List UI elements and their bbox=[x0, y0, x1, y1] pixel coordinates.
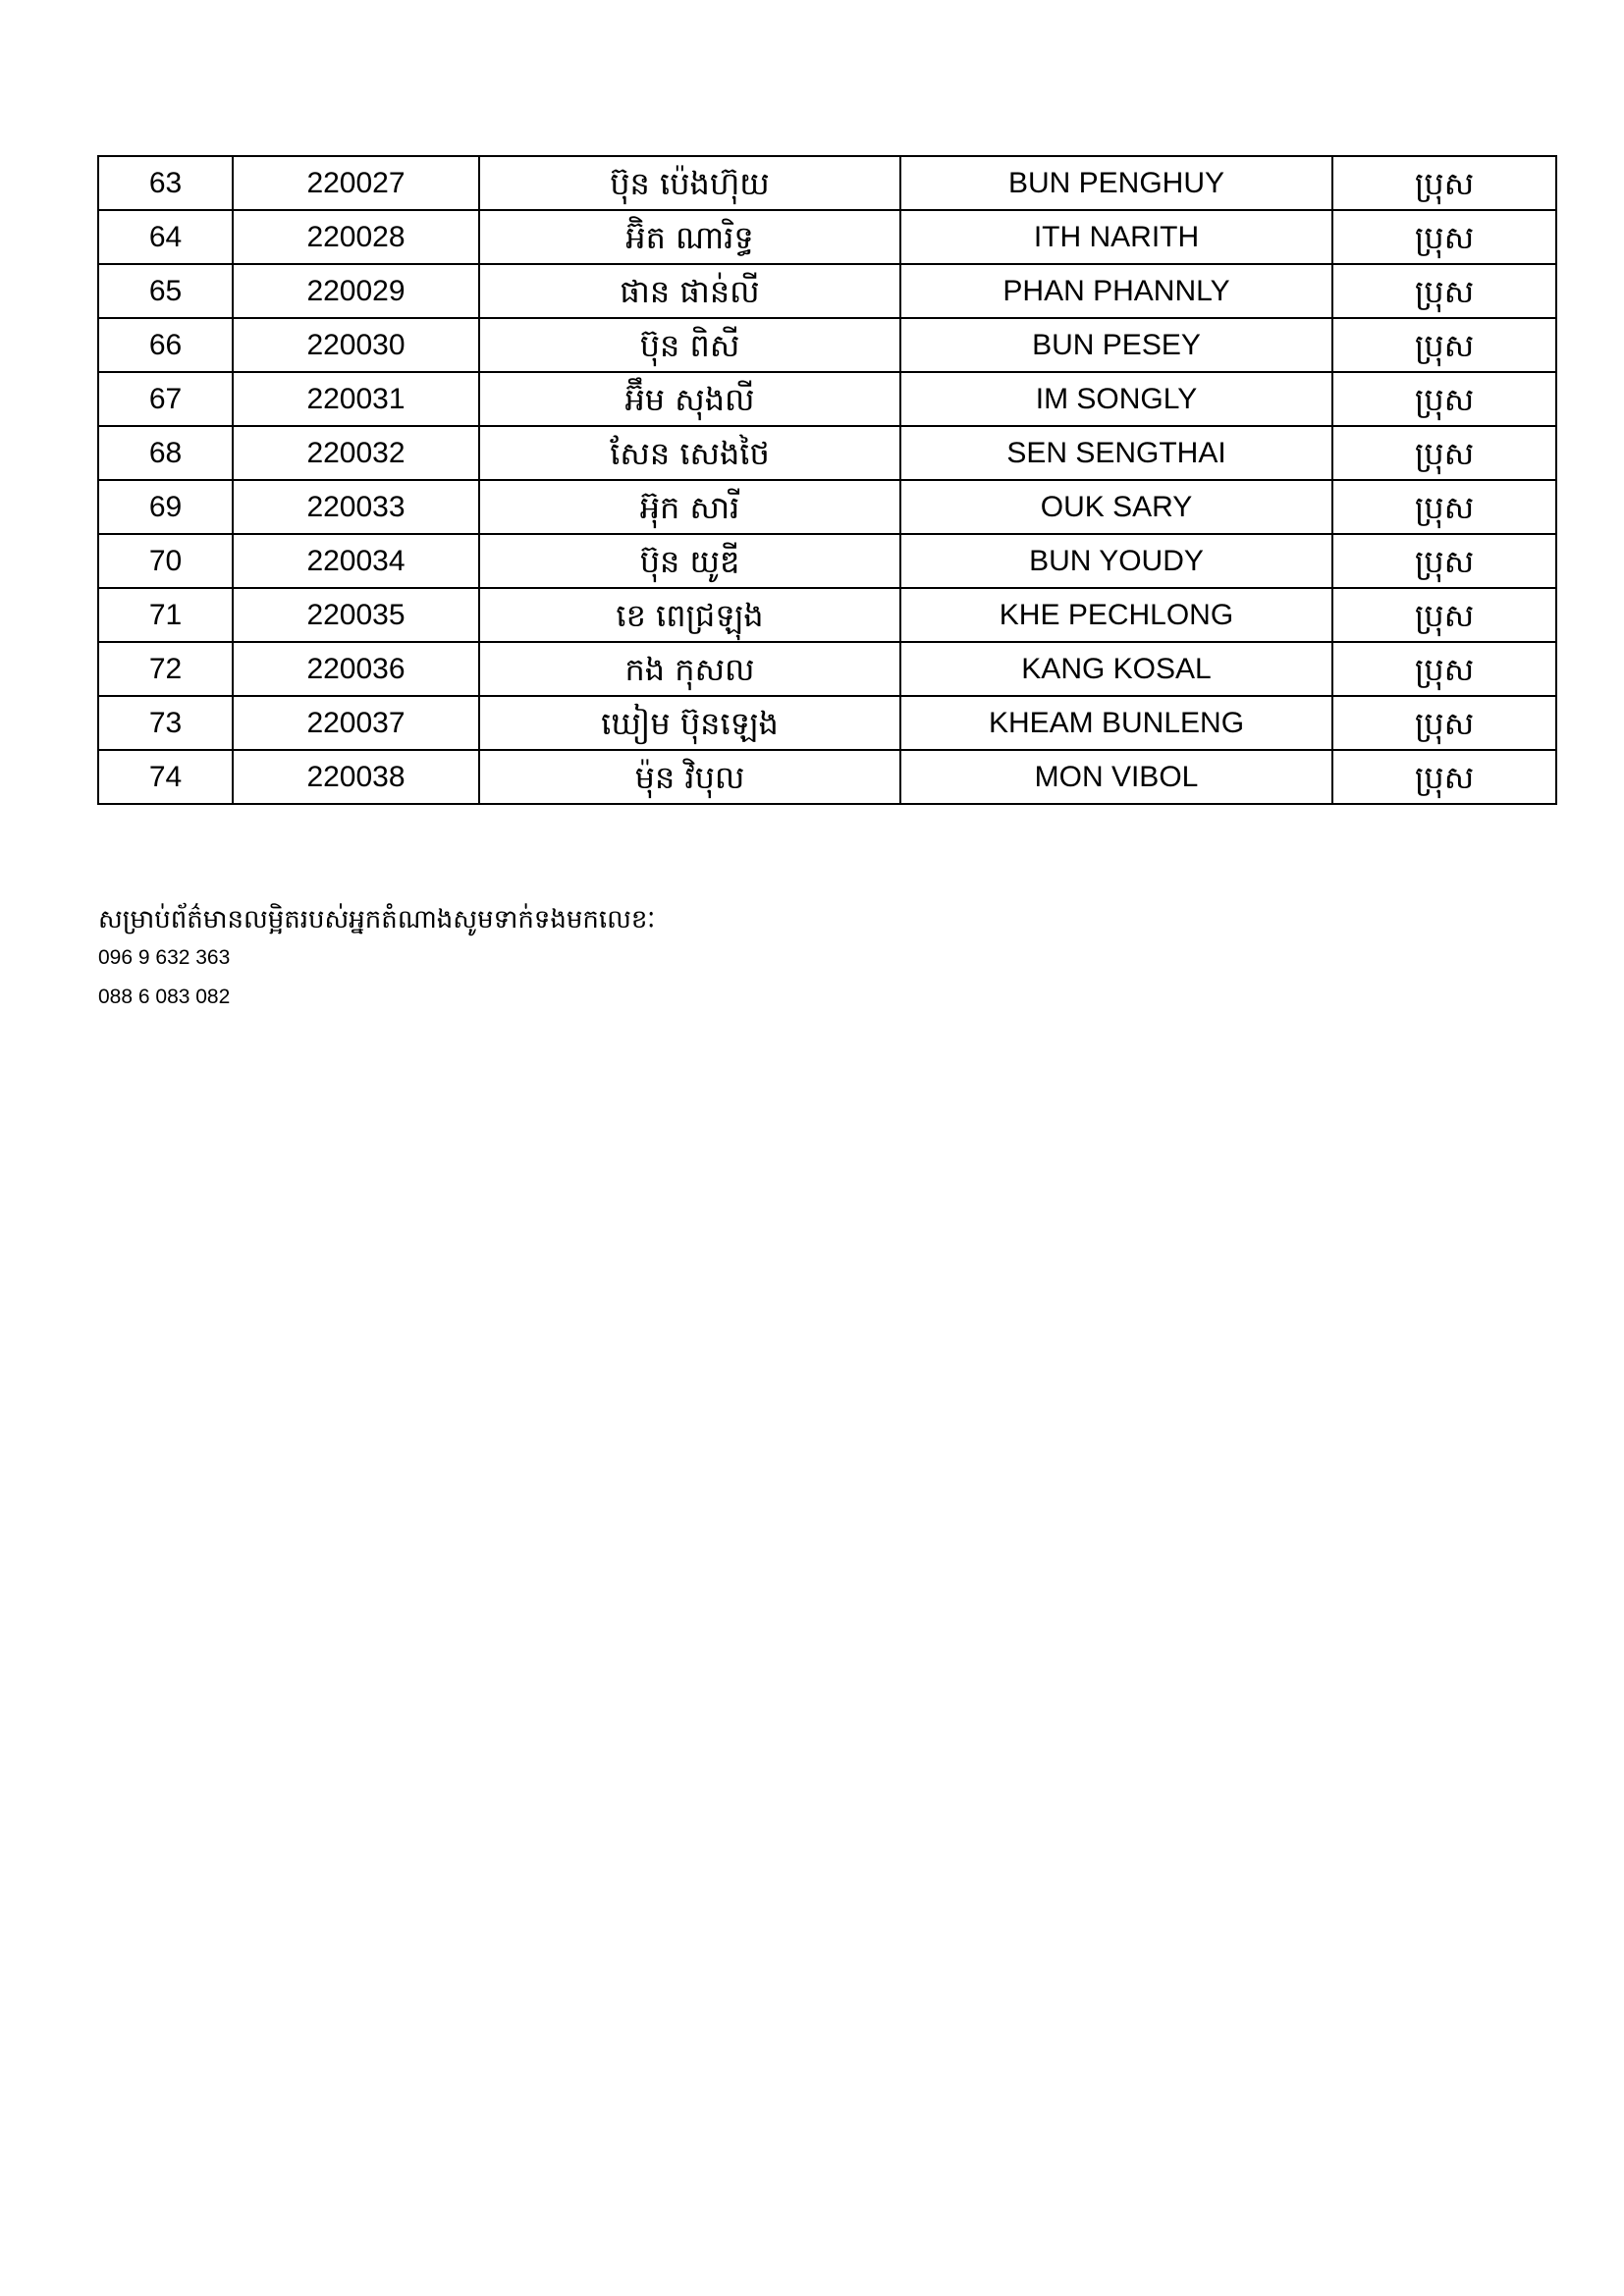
name-khmer: ប៊ុន ពិសី bbox=[479, 318, 900, 372]
student-id: 220028 bbox=[233, 210, 479, 264]
student-id: 220037 bbox=[233, 696, 479, 750]
name-khmer: ផាន ផាន់លី bbox=[479, 264, 900, 318]
contact-note: សម្រាប់ព័ត៌មានលម្អិតរបស់អ្នកតំណាងសូមទាក់ទងមកលេខៈ bbox=[98, 905, 656, 934]
table-row bbox=[98, 156, 1556, 210]
row-number: 68 bbox=[98, 426, 233, 480]
name-khmer: ម៉ុន វិបុល bbox=[479, 750, 900, 804]
student-id: 220033 bbox=[233, 480, 479, 534]
row-number: 70 bbox=[98, 534, 233, 588]
phone-number: 088 6 083 082 bbox=[98, 986, 231, 1008]
name-khmer: អ៊ិត ណារិទ្ធ bbox=[479, 210, 900, 264]
student-id: 220032 bbox=[233, 426, 479, 480]
student-id: 220027 bbox=[233, 156, 479, 210]
gender: ប្រុស bbox=[1332, 750, 1556, 804]
student-id: 220034 bbox=[233, 534, 479, 588]
name-khmer: អ៊ុក សារី bbox=[479, 480, 900, 534]
table-row bbox=[98, 588, 1556, 642]
student-id: 220036 bbox=[233, 642, 479, 696]
roster-table bbox=[97, 155, 1557, 805]
gender: ប្រុស bbox=[1332, 642, 1556, 696]
name-latin: BUN PESEY bbox=[900, 318, 1332, 372]
name-khmer: ប៊ុន ប៉េងហ៊ុយ bbox=[479, 156, 900, 210]
roster-body bbox=[98, 156, 1556, 804]
gender: ប្រុស bbox=[1332, 264, 1556, 318]
table-row bbox=[98, 318, 1556, 372]
table-row bbox=[98, 264, 1556, 318]
student-id: 220029 bbox=[233, 264, 479, 318]
gender: ប្រុស bbox=[1332, 426, 1556, 480]
name-khmer: កង កុសល bbox=[479, 642, 900, 696]
gender: ប្រុស bbox=[1332, 534, 1556, 588]
name-latin: KANG KOSAL bbox=[900, 642, 1332, 696]
name-latin: SEN SENGTHAI bbox=[900, 426, 1332, 480]
student-id: 220031 bbox=[233, 372, 479, 426]
gender: ប្រុស bbox=[1332, 318, 1556, 372]
row-number: 65 bbox=[98, 264, 233, 318]
student-id: 220030 bbox=[233, 318, 479, 372]
table-row bbox=[98, 534, 1556, 588]
name-latin: PHAN PHANNLY bbox=[900, 264, 1332, 318]
table-row bbox=[98, 696, 1556, 750]
row-number: 69 bbox=[98, 480, 233, 534]
gender: ប្រុស bbox=[1332, 588, 1556, 642]
name-khmer: ប៊ុន យូឌី bbox=[479, 534, 900, 588]
name-khmer: អ៊ឹម សុងលី bbox=[479, 372, 900, 426]
name-latin: ITH NARITH bbox=[900, 210, 1332, 264]
table-row bbox=[98, 210, 1556, 264]
name-latin: KHE PECHLONG bbox=[900, 588, 1332, 642]
contact-info bbox=[98, 901, 982, 1017]
name-latin: BUN YOUDY bbox=[900, 534, 1332, 588]
name-khmer: ឃៀម ប៊ុនឡេង bbox=[479, 696, 900, 750]
gender: ប្រុស bbox=[1332, 210, 1556, 264]
row-number: 71 bbox=[98, 588, 233, 642]
name-latin: IM SONGLY bbox=[900, 372, 1332, 426]
row-number: 67 bbox=[98, 372, 233, 426]
gender: ប្រុស bbox=[1332, 480, 1556, 534]
gender: ប្រុស bbox=[1332, 372, 1556, 426]
row-number: 66 bbox=[98, 318, 233, 372]
table-row bbox=[98, 426, 1556, 480]
table-row bbox=[98, 642, 1556, 696]
name-latin: BUN PENGHUY bbox=[900, 156, 1332, 210]
row-number: 63 bbox=[98, 156, 233, 210]
row-number: 73 bbox=[98, 696, 233, 750]
student-id: 220035 bbox=[233, 588, 479, 642]
phone-number: 096 9 632 363 bbox=[98, 946, 231, 969]
table-row bbox=[98, 480, 1556, 534]
gender: ប្រុស bbox=[1332, 696, 1556, 750]
name-khmer: សែន សេងថៃ bbox=[479, 426, 900, 480]
row-number: 74 bbox=[98, 750, 233, 804]
name-latin: OUK SARY bbox=[900, 480, 1332, 534]
gender: ប្រុស bbox=[1332, 156, 1556, 210]
student-id: 220038 bbox=[233, 750, 479, 804]
name-khmer: ខេ ពេជ្រឡុង bbox=[479, 588, 900, 642]
table-row bbox=[98, 750, 1556, 804]
row-number: 64 bbox=[98, 210, 233, 264]
name-latin: MON VIBOL bbox=[900, 750, 1332, 804]
name-latin: KHEAM BUNLENG bbox=[900, 696, 1332, 750]
row-number: 72 bbox=[98, 642, 233, 696]
table-row bbox=[98, 372, 1556, 426]
